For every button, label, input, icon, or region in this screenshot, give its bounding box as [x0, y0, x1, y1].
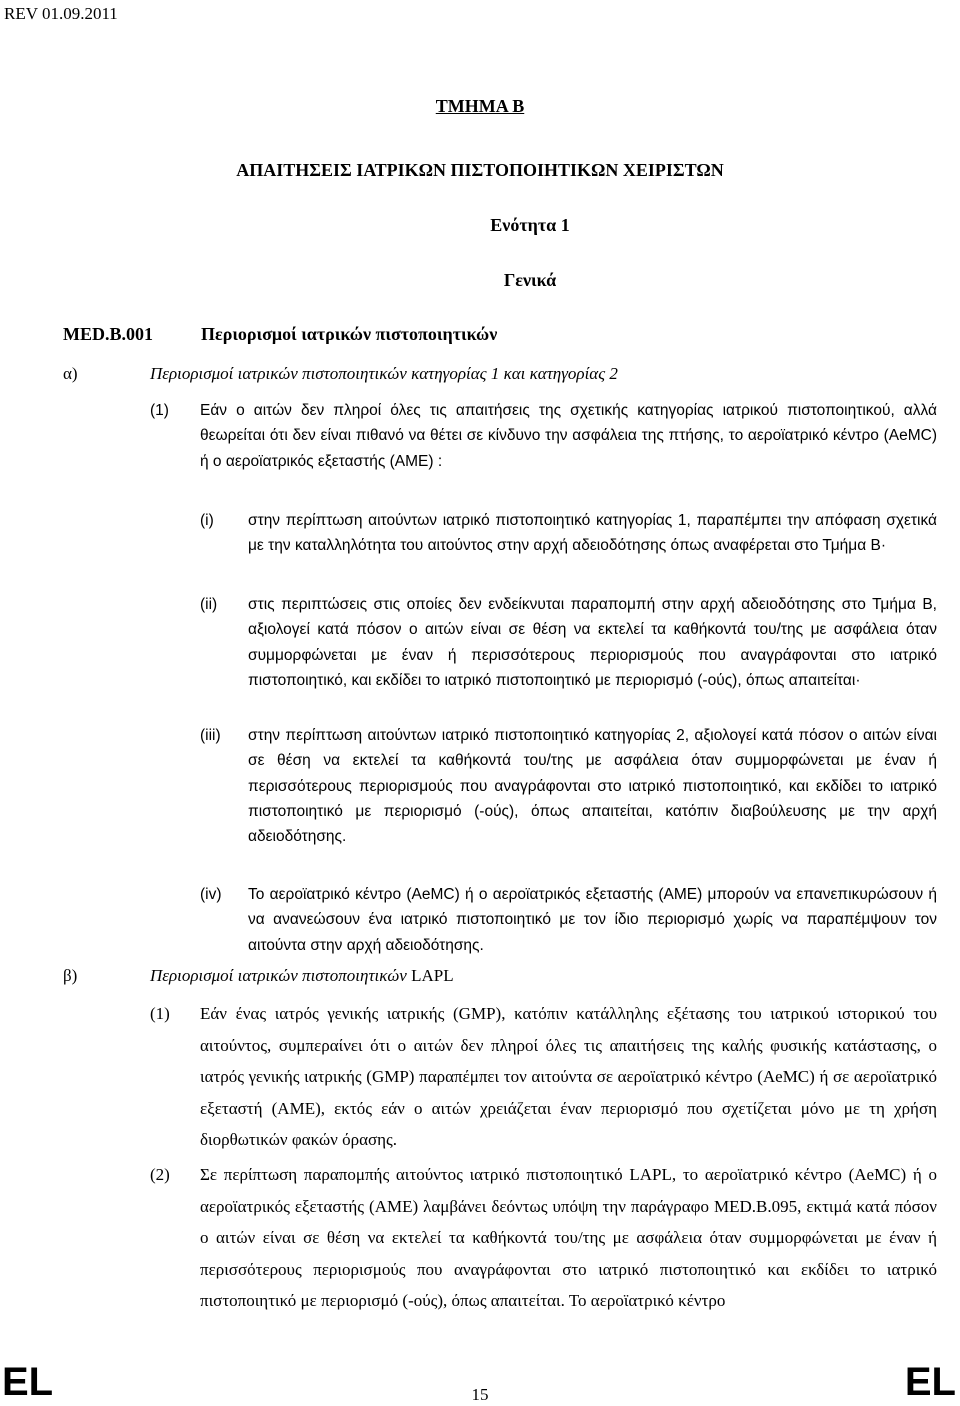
part-b-item1-label: (1)	[150, 1004, 170, 1023]
part-a-label: α)	[63, 364, 78, 383]
subitem-iv-label: (iv)	[200, 886, 222, 903]
revision-label: REV 01.09.2011	[4, 4, 118, 23]
part-a-item1-text: Εάν ο αιτών δεν πληροί όλες τις απαιτήσεις της σχετικής κατηγορίας ιατρικού πιστοποιητικού, αλλά θεωρείται ότι δεν είναι πιθανό να θέτει σε κίνδυνο την ασφάλεια της πτήσης, το αεροϊατρικό κέντρο (AeMC) ή ο αεροϊατρικός εξεταστής (AME) :	[200, 402, 937, 470]
subitem-iii-text: στην περίπτωση αιτούντων ιατρικό πιστοποιητικό κατηγορίας 2, αξιολογεί κατά πόσον ο αιτών είναι σε θέση να εκτελεί τα καθήκοντά του/της με ασφάλεια όταν συμμορφώνεται με έναν ή περισσότερους περιορισμούς που αναγράφονται στο ιατρικό πιστοποιητικό, και εκδίδει το ιατρικό πιστοποιητικό με περιορισμό (-ούς), όπως απαιτείται, κατόπιν διαβούλευσης με την αρχή αδειοδότησης.	[248, 727, 937, 846]
part-b-item1-text: Εάν ένας ιατρός γενικής ιατρικής (GMP), κατόπιν κατάλληλης εξέτασης του ιατρικού ιστορικού του αιτούντος, συμπεραίνει ότι ο αιτών δεν πληροί όλες τις απαιτήσεις της καλής φυσικής κατάστασης, ο ιατρός γενικής ιατρικής (GMP) παραπέμπει τον αιτούντα σε αεροϊατρικό κέντρο (AeMC) ή σε αεροϊατρικό εξεταστή (AME), εκτός εάν ο αιτών χρειάζεται έναν περιορισμό που σχετίζεται μόνο με τη χρήση διορθωτικών φακών όρασης.	[200, 1004, 937, 1149]
part-a-item1-label: (1)	[150, 402, 169, 419]
subitem-i-label: (i)	[200, 512, 214, 529]
unit-title: Ενότητα 1	[490, 215, 570, 235]
subitem-i-text: στην περίπτωση αιτούντων ιατρικό πιστοποιητικό κατηγορίας 1, παραπέμπει την απόφαση σχετικά με την καταλληλότητα του αιτούντος στην αρχή αδειοδότησης όπως αναφέρεται στο Τμήμα Β·	[248, 512, 937, 555]
footer-language-right: EL	[904, 1360, 956, 1404]
subitem-ii-text: στις περιπτώσεις στις οποίες δεν ενδείκνυται παραπομπή στην αρχή αδειοδότησης στο Τμήμα Β, αξιολογεί κατά πόσον ο αιτών είναι σε θέση να εκτελεί τα καθήκοντά του/της με ασφάλεια όταν συμμορφώνεται με έναν ή περισσότερους περιορισμούς που αναγράφονται στο ιατρικό πιστοποιητικό, και εκδίδει το ιατρικό πιστοποιητικό με περιορισμό (-ούς), όπως απαιτείται·	[248, 596, 937, 689]
article-title: Περιορισμοί ιατρικών πιστοποιητικών	[201, 324, 498, 344]
subitem-ii-label: (ii)	[200, 596, 218, 613]
part-b-item2-text: Σε περίπτωση παραπομπής αιτούντος ιατρικό πιστοποιητικό LAPL, το αεροϊατρικό κέντρο (AeMC) ή ο αεροϊατρικός εξεταστής (AME) λαμβάνει δεόντως υπόψη την παράγραφο MED.B.095, εκτιμά κατά πόσον ο αιτών είναι σε θέση να εκτελεί τα καθήκοντά του/της με ασφάλεια όταν συμμορφώνεται με έναν ή περισσότερους περιορισμούς που αναγράφονται στο ιατρικό πιστοποιητικό και εκδίδει το ιατρικό πιστοποιητικό με περιορισμό (-ούς), όπως απαιτείται. Το αεροϊατρικό κέντρο	[200, 1165, 937, 1310]
article-code: MED.B.001	[63, 324, 153, 344]
section-subtitle: ΑΠΑΙΤΗΣΕΙΣ ΙΑΤΡΙΚΩΝ ΠΙΣΤΟΠΟΙΗΤΙΚΩΝ ΧΕΙΡΙΣΤΩΝ	[236, 160, 724, 180]
part-b-item2-label: (2)	[150, 1165, 170, 1184]
subitem-iii-label: (iii)	[200, 727, 221, 744]
part-b-heading-plain: LAPL	[406, 966, 454, 985]
part-b-label: β)	[63, 966, 78, 985]
part-b-heading	[150, 966, 454, 986]
footer-language-left: EL	[2, 1360, 54, 1404]
subitem-iv-text: Το αεροϊατρικό κέντρο (AeMC) ή ο αεροϊατρικός εξεταστής (AME) μπορούν να επανεπικυρώσουν ή να ανανεώσουν ένα ιατρικό πιστοποιητικό με τον ίδιο περιορισμό χωρίς να παραπέμψουν τον αιτούντα στην αρχή αδειοδότησης.	[248, 886, 937, 954]
section-title: ΤΜΗΜΑ Β	[435, 96, 525, 116]
page-number: 15	[471, 1385, 489, 1404]
part-a-heading: Περιορισμοί ιατρικών πιστοποιητικών κατηγορίας 1 και κατηγορίας 2	[150, 364, 618, 383]
part-b-heading-italic: Περιορισμοί ιατρικών πιστοποιητικών	[150, 966, 407, 985]
unit-subtitle: Γενικά	[503, 270, 557, 290]
